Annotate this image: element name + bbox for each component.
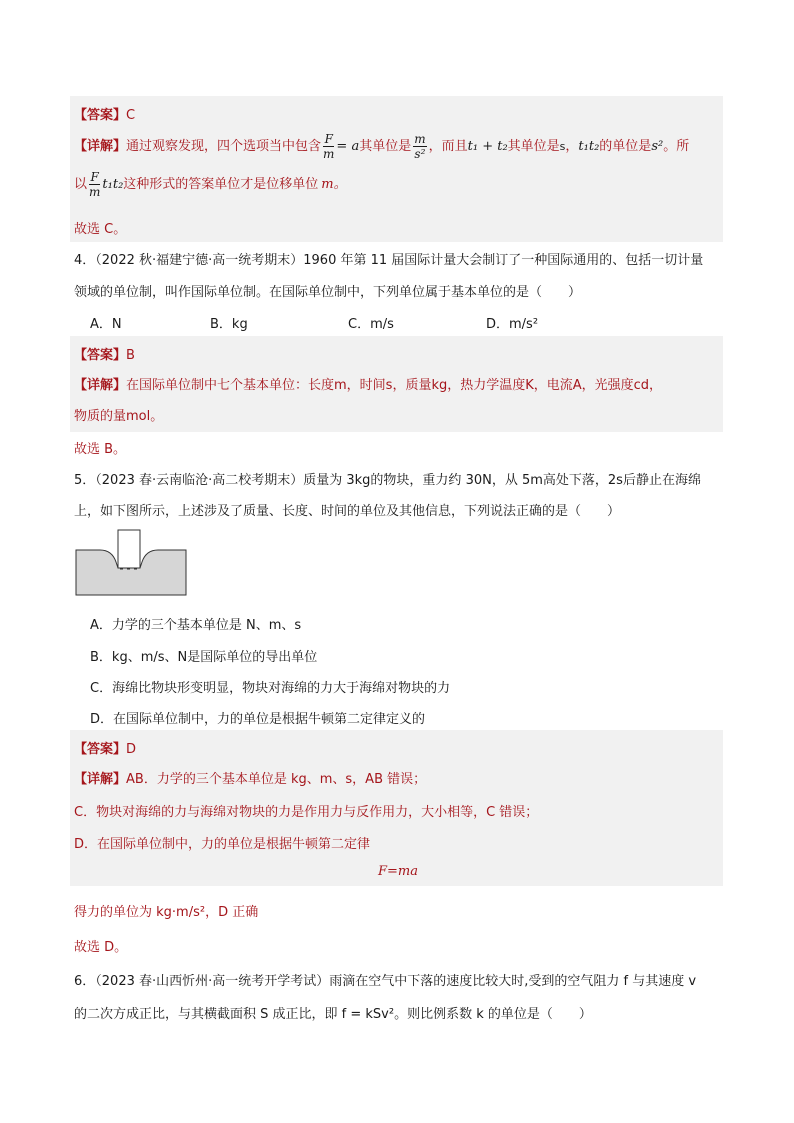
q4-option-a[interactable]: A．N bbox=[90, 317, 122, 332]
q4-option-b[interactable]: B．kg bbox=[210, 317, 248, 332]
answer-label: 【答案】 bbox=[74, 108, 127, 123]
detail-text: AB．力学的三个基本单位是 kg、m、s，AB 错误； bbox=[126, 772, 427, 787]
fraction-m-over-s2: $\frac{m}{\text{s²}}$ bbox=[414, 132, 426, 161]
q5-after-line: 得力的单位为 kg·m/s²，D 正确 bbox=[74, 905, 259, 920]
q5-detail-line3: D．在国际单位制中，力的单位是根据牛顿第二定律 bbox=[74, 837, 371, 852]
q5-formula: F=ma bbox=[378, 864, 418, 879]
q5-option-a[interactable]: A．力学的三个基本单位是 N、m、s bbox=[90, 618, 302, 633]
q5-option-d[interactable]: D．在国际单位制中，力的单位是根据牛顿第二定律定义的 bbox=[90, 712, 426, 727]
equals-a: = a bbox=[336, 139, 360, 154]
q4-detail-line1 bbox=[74, 374, 662, 393]
q6-stem-line1: 6．（2023 春·山西忻州·高一统考开学考试）雨滴在空气中下落的速度比较大时,受到的空气阻力 f 与其速度 v bbox=[74, 974, 697, 989]
fraction-f-over-m: $\frac{F}{m}$ bbox=[89, 170, 101, 199]
answer-value: C bbox=[126, 108, 136, 123]
detail-text: 这种形式的答案单位才是位移单位 bbox=[123, 177, 319, 192]
q3-answer-line bbox=[74, 104, 135, 123]
answer-label: 【答案】 bbox=[74, 348, 127, 363]
s-unit: s bbox=[559, 140, 566, 153]
fraction-f-over-m: $\frac{F}{m}$ bbox=[323, 132, 335, 161]
q4-answer-line bbox=[74, 344, 135, 363]
q5-stem-line1: 5．（2023 春·云南临沧·高二校考期末）质量为 3kg的物块，重力约 30N，从 5m高处下落，2s后静止在海绵 bbox=[74, 473, 701, 488]
q4-detail-line2: 物质的量mol。 bbox=[74, 409, 164, 424]
unit-text: 其单位是 bbox=[507, 139, 560, 154]
q5-option-b[interactable]: B．kg、m/s、N是国际单位的导出单位 bbox=[90, 650, 318, 665]
unit-m: m。 bbox=[321, 177, 347, 192]
q4-option-c[interactable]: C．m/s bbox=[348, 317, 394, 332]
q3-conclusion: 故选 C。 bbox=[74, 222, 127, 237]
detail-label: 【详解】 bbox=[74, 772, 127, 787]
q5-detail-line1 bbox=[74, 768, 426, 787]
block-shape bbox=[118, 530, 140, 568]
answer-label: 【答案】 bbox=[74, 742, 127, 757]
q5-conclusion: 故选 D。 bbox=[74, 940, 128, 955]
q3-detail-line1 bbox=[74, 130, 689, 164]
detail-text: 以 bbox=[74, 177, 88, 192]
detail-text: 通过观察发现，四个选项当中包含 bbox=[126, 139, 322, 154]
detail-label: 【详解】 bbox=[74, 139, 127, 154]
q5-stem-line2: 上，如下图所示，上述涉及了质量、长度、时间的单位及其他信息，下列说法正确的是（ ） bbox=[74, 504, 621, 519]
detail-text: ，而且 bbox=[428, 139, 468, 154]
detail-label: 【详解】 bbox=[74, 378, 127, 393]
detail-text: 。所 bbox=[663, 139, 690, 154]
comma: ， bbox=[565, 139, 579, 154]
t-sum: t₁ + t₂ bbox=[467, 139, 508, 154]
answer-value: D bbox=[126, 742, 137, 757]
q4-option-d[interactable]: D．m/s² bbox=[486, 317, 539, 332]
q6-stem-line2: 的二次方成正比，与其横截面积 S 成正比，即 f = kSv²。则比例系数 k 的单位是（ ） bbox=[74, 1007, 592, 1022]
s2-unit: s² bbox=[651, 139, 664, 154]
q4-stem-line2: 领域的单位制，叫作国际单位制。在国际单位制中，下列单位属于基本单位的是（ ） bbox=[74, 285, 582, 300]
q3-detail-line2 bbox=[74, 168, 347, 202]
answer-value: B bbox=[126, 348, 135, 363]
q5-answer-line bbox=[74, 738, 136, 757]
q5-detail-line2: C．物块对海绵的力与海绵对物块的力是作用力与反作用力，大小相等，C 错误； bbox=[74, 805, 539, 820]
q4-stem-line1: 4．（2022 秋·福建宁德·高一统考期末）1960 年第 11 届国际计量大会制订了一种国际通用的、包括一切计量 bbox=[74, 253, 704, 268]
t-product: t₁t₂ bbox=[578, 139, 600, 154]
sponge-block-figure bbox=[74, 528, 190, 598]
q5-option-c[interactable]: C．海绵比物块形变明显，物块对海绵的力大于海绵对物块的力 bbox=[90, 681, 451, 696]
unit-text: 的单位是 bbox=[599, 139, 652, 154]
t-product: t₁t₂ bbox=[102, 177, 124, 192]
unit-text: 其单位是 bbox=[359, 139, 412, 154]
detail-text: 在国际单位制中七个基本单位：长度m，时间s，质量kg，热力学温度K，电流A，光强度cd， bbox=[126, 378, 663, 393]
q4-conclusion: 故选 B。 bbox=[74, 442, 127, 457]
